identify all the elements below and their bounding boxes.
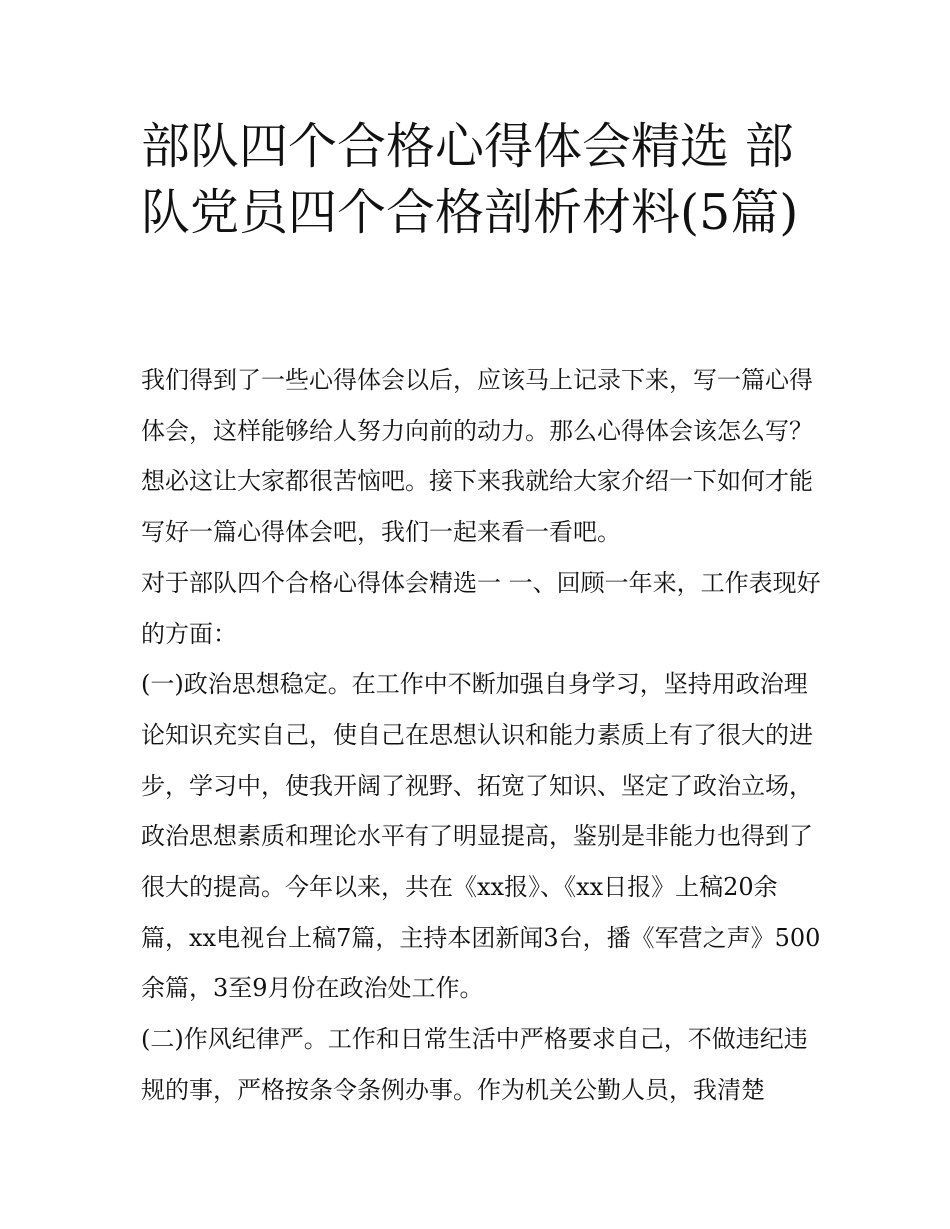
political-thought-paragraph: (一)政治思想稳定。在工作中不断加强自身学习，坚持用政治理论知识充实自己，使自己在思想认识和能力素质上有了很大的进步，学习中，使我开阔了视野、拓宽了知识、坚定了政治立场，政治思想素质和理论水平有了明显提高，鉴别是非能力也得到了很大的提高。今年以来，共在《xx报》、《xx日报》上稿20余篇，xx电视台上稿7篇，主持本团新闻3台，播《军营之声》500余篇，3至9月份在政治处工作。	[141, 670, 821, 1003]
discipline-paragraph: (二)作风纪律严。工作和日常生活中严格要求自己，不做违纪违规的事，严格按条令条例办事。作为机关公勤人员，我清楚	[141, 1025, 808, 1104]
document-title: 部队四个合格心得体会精选 部队党员四个合格剖析材料(5篇)	[141, 118, 799, 241]
section-one-heading: 对于部队四个合格心得体会精选一 一、回顾一年来，工作表现好的方面：	[141, 568, 821, 648]
intro-paragraph: 我们得到了一些心得体会以后，应该马上记录下来，写一篇心得体会，这样能够给人努力向前的动力。那么心得体会该怎么写？想必这让大家都很苦恼吧。接下来我就给大家介绍一下如何才能写好一篇心得体会吧，我们一起来看一看吧。	[141, 366, 813, 547]
document-body	[141, 355, 821, 1116]
